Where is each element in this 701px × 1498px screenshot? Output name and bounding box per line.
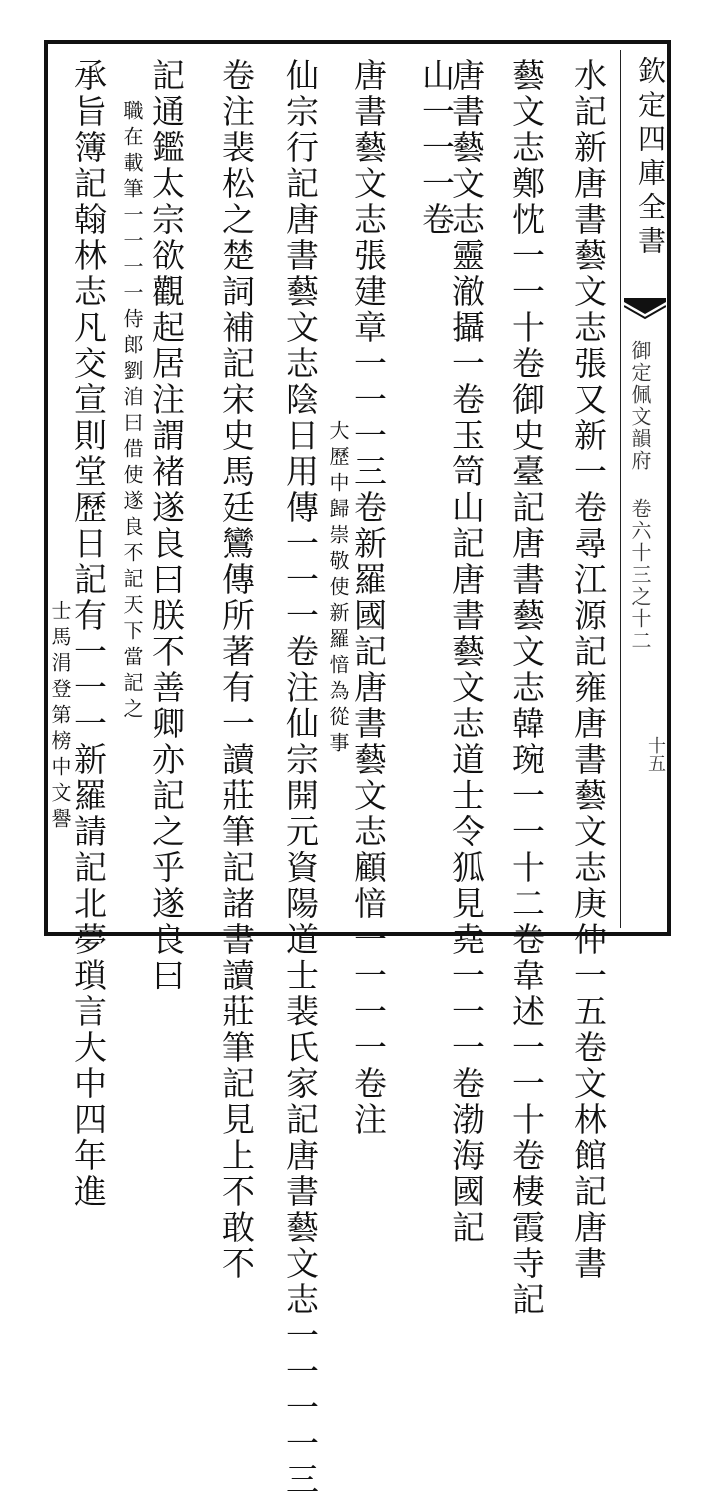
text-column-1: 水記新唐書藝文志張又新一卷尋江源記雍唐書藝文志庚仲一五卷文林館記唐書 xyxy=(569,58,608,1282)
text-column-7: 仙宗行記唐書藝文志陰日用傳一一一卷注仙宗開元資陽道士裴氏家記唐書藝文志一一一一三 xyxy=(281,58,320,1498)
text-column-11: 承旨簿記翰林志凡交宣則堂歷日記有一一一新羅請記北夢瑣言大中四年進 xyxy=(69,58,108,1210)
page-number: 十五 xyxy=(645,736,666,772)
text-column-12-note: 士馬涓登第榜中文譽 xyxy=(48,600,72,834)
text-column-9: 記通鑑太宗欲觀起居注謂褚遂良曰朕不善卿亦記之乎遂良曰 xyxy=(147,58,186,994)
text-column-2: 藝文志鄭忱一一十卷御史臺記唐書藝文志韓琬一一十二卷韋述一一十卷棲霞寺記 xyxy=(507,58,546,1318)
text-column-3: 唐書藝文志靈澈攝一卷玉笥山記唐書藝文志道士令狐見堯一一一卷渤海國記 xyxy=(447,58,486,1246)
text-column-10-note: 職在載筆一一一一侍郎劉洎曰借使遂良不記天下當記之 xyxy=(120,100,144,724)
text-column-6-note: 大歷中歸崇敬使新羅愔為從事 xyxy=(326,420,350,758)
column-rule xyxy=(620,50,621,928)
fish-tail-mark-icon xyxy=(624,296,666,326)
text-column-8: 卷注裴松之楚詞補記宋史馬廷鸞傳所著有一讀莊筆記諸書讀莊筆記見上不敢不 xyxy=(217,58,256,1282)
text-column-4: 山一一一卷 xyxy=(417,58,456,238)
text-column-5: 唐書藝文志張建章一一一三卷新羅國記唐書藝文志顧愔一一一一卷注 xyxy=(349,58,388,1138)
book-title: 欽定四庫全書 xyxy=(634,56,667,260)
volume-marker: 御定佩文韻府 卷六十三之十二 xyxy=(628,340,652,652)
